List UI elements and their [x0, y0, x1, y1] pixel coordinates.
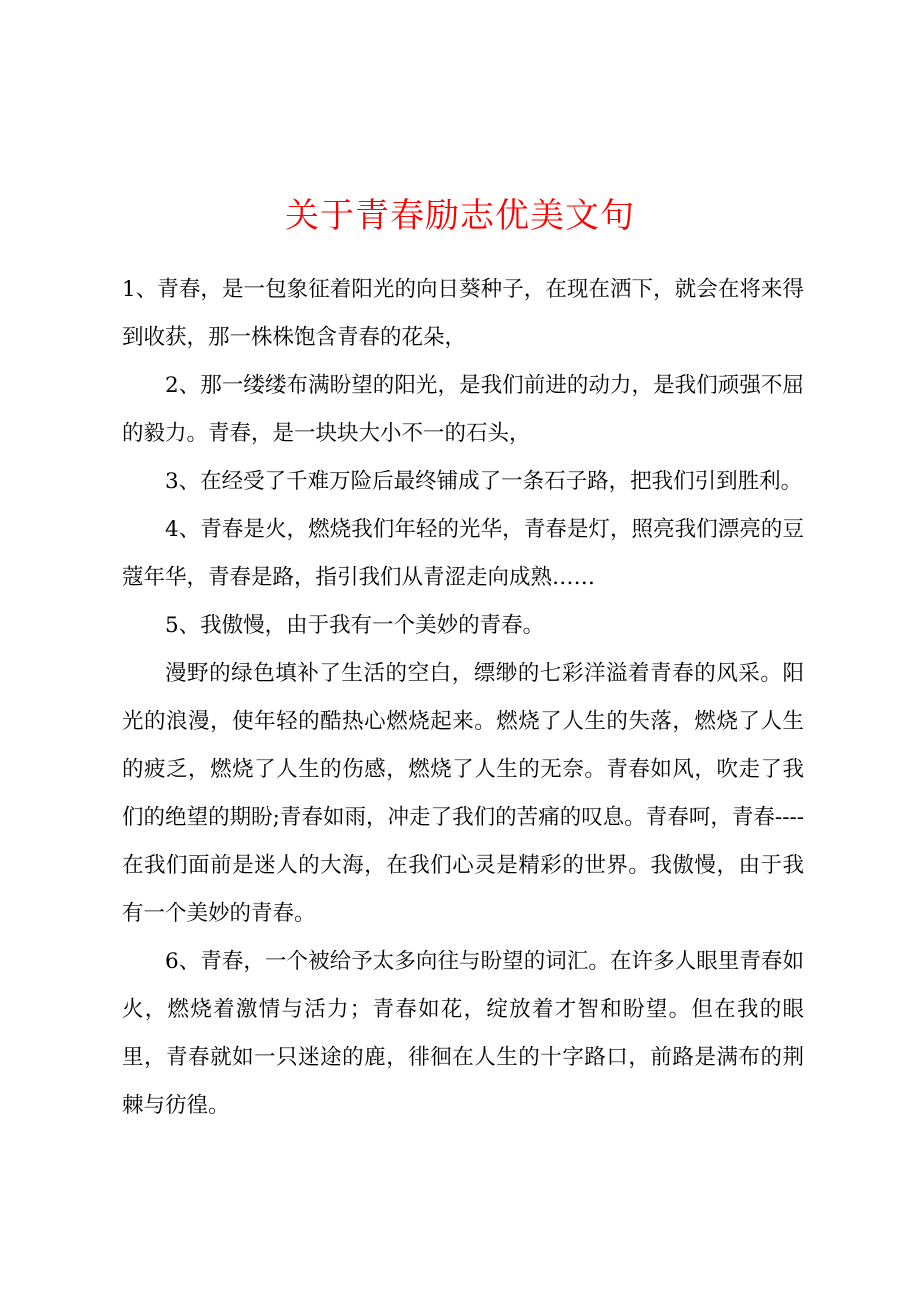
paragraph-1: 1、青春，是一包象征着阳光的向日葵种子，在现在洒下，就会在将来得到收获，那一株株饱含青春的花朵， — [122, 277, 804, 350]
document-body — [122, 266, 804, 1130]
paragraph-3: 3、在经受了千难万险后最终铺成了一条石子路，把我们引到胜利。 — [165, 469, 803, 494]
paragraph-7: 6、青春，一个被给予太多向往与盼望的词汇。在许多人眼里青春如火，燃烧着激情与活力；青春如花，绽放着才智和盼望。但在我的眼里，青春就如一只迷途的鹿，徘徊在人生的十字路口，前路是满布的荆棘与彷徨。 — [122, 949, 804, 1118]
paragraph-2: 2、那一缕缕布满盼望的阳光，是我们前进的动力，是我们顽强不屈的毅力。青春，是一块块大小不一的石头， — [122, 373, 804, 446]
document-title: 关于青春励志优美文句 — [285, 196, 635, 236]
paragraph-4: 4、青春是火，燃烧我们年轻的光华，青春是灯，照亮我们漂亮的豆蔻年华，青春是路，指引我们从青涩走向成熟…… — [122, 517, 804, 590]
paragraph-5: 5、我傲慢，由于我有一个美妙的青春。 — [165, 613, 545, 638]
paragraph-6: 漫野的绿色填补了生活的空白，缥缈的七彩洋溢着青春的风采。阳光的浪漫，使年轻的酷热心燃烧起来。燃烧了人生的失落，燃烧了人生的疲乏，燃烧了人生的伤感，燃烧了人生的无奈。青春如风，吹走了我们的绝望的期盼;青春如雨，冲走了我们的苦痛的叹息。青春呵，青春----在我们面前是迷人的大海，在我们心灵是精彩的世界。我傲慢，由于我有一个美妙的青春。 — [122, 661, 804, 926]
